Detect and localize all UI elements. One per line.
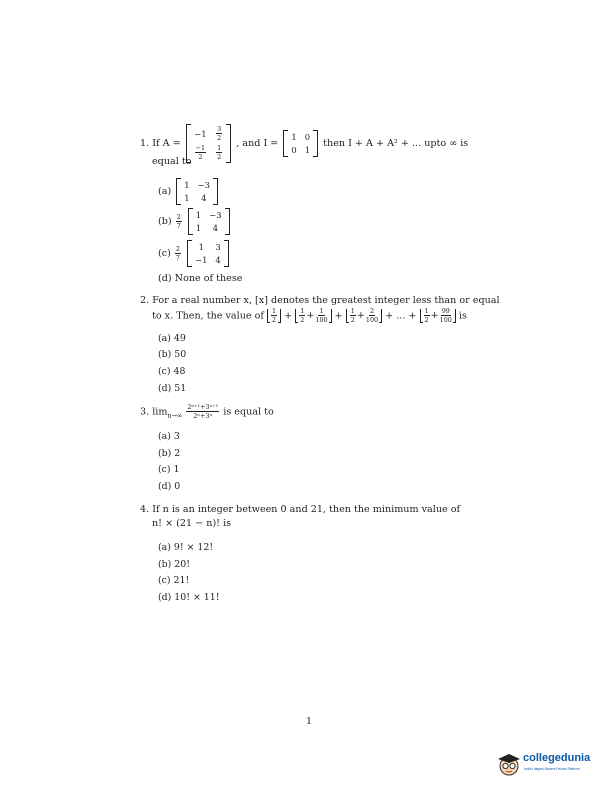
- q1-suffix: then I + A + A² + ... upto ∞ is: [323, 137, 469, 149]
- matrix-a-r2c2: $\frac{1}{2}$: [217, 143, 222, 162]
- matrix-a-r2c1: $\frac{-1}{2}$: [195, 143, 206, 162]
- mascot-icon: [496, 751, 522, 777]
- matrix-a-r1c1: −1: [194, 128, 207, 139]
- q3-option-b: (b) 2: [158, 448, 181, 459]
- matrix-a-r1c2: $\frac{3}{2}$: [217, 125, 222, 143]
- q1-option-c: (c) $\frac{2}{7}$ 1 3 −1 4: [158, 240, 231, 267]
- logo-tagline: India's largest Student Review Platform: [524, 767, 580, 771]
- question-2-line2: to x. Then, the value of $\frac{1}{2}$ + $\frac{1}{2}$ + $\frac{1}{100}$ + $\frac{1}{2}$ + $\frac{2}{100}$ + ... + $\frac{1}{2}$ + $\frac{99}{100}$ is: [152, 307, 467, 325]
- q3-option-c: (c) 1: [158, 464, 180, 475]
- floor-term-3: $\frac{1}{2}$ + $\frac{2}{100}$: [346, 308, 382, 324]
- floor-term-last: $\frac{1}{2}$ + $\frac{99}{100}$: [420, 308, 456, 324]
- q1-c-coefficient: $\frac{2}{7}$: [175, 244, 180, 262]
- question-4-line1: 4. If n is an integer between 0 and 21, then the minimum value of: [140, 504, 461, 515]
- q3-option-d: (d) 0: [158, 481, 181, 492]
- q4-option-c: (c) 21!: [158, 575, 190, 586]
- matrix-a: [186, 124, 232, 163]
- q3-fraction: $\frac{\text{2ⁿ⁺¹+3ⁿ⁺¹}}{\text{2ⁿ+3ⁿ}}$: [187, 403, 219, 421]
- floor-term-1: $\frac{1}{2}$: [267, 308, 281, 324]
- question-3: 3. $\lim_{n\to\infty}$ $\frac{\text{2ⁿ⁺¹+3ⁿ⁺¹}}{\text{2ⁿ+3ⁿ}}$ is equal to: [140, 403, 274, 421]
- q2-option-b: (b) 50: [158, 349, 187, 360]
- floor-term-2: $\frac{1}{2}$ + $\frac{1}{100}$: [295, 308, 331, 324]
- q1-prefix: If A =: [152, 137, 181, 149]
- question-4-line2: n! × (21 − n)! is: [152, 518, 232, 529]
- identity-matrix: 1 0 0 1: [283, 130, 318, 157]
- q3-option-a: (a) 3: [158, 431, 180, 442]
- collegedunia-logo: [496, 749, 596, 779]
- q1-b-coefficient: $\frac{2}{7}$: [176, 212, 181, 230]
- q2-option-d: (d) 51: [158, 383, 187, 394]
- q4-option-d: (d) 10! × 11!: [158, 592, 220, 603]
- q4-option-b: (b) 20!: [158, 559, 190, 570]
- q1-mid-text: , and I =: [236, 137, 279, 149]
- q1-option-a: (a) 1 −3 1 4: [158, 178, 220, 205]
- q1-option-d: (d) None of these: [158, 273, 243, 284]
- q2-option-a: (a) 49: [158, 333, 186, 344]
- question-2-line1: 2. For a real number x, [x] denotes the greatest integer less than or equal: [140, 295, 500, 306]
- logo-wordmark: collegedunia: [523, 752, 591, 764]
- q1-option-b: (b) $\frac{2}{7}$ 1 −3 1 4: [158, 208, 232, 235]
- q1-line2: equal to: [152, 156, 192, 167]
- q1-number: 1.: [140, 137, 150, 149]
- page-number: 1: [306, 716, 313, 727]
- q4-option-a: (a) 9! × 12!: [158, 542, 214, 553]
- q2-option-c: (c) 48: [158, 366, 186, 377]
